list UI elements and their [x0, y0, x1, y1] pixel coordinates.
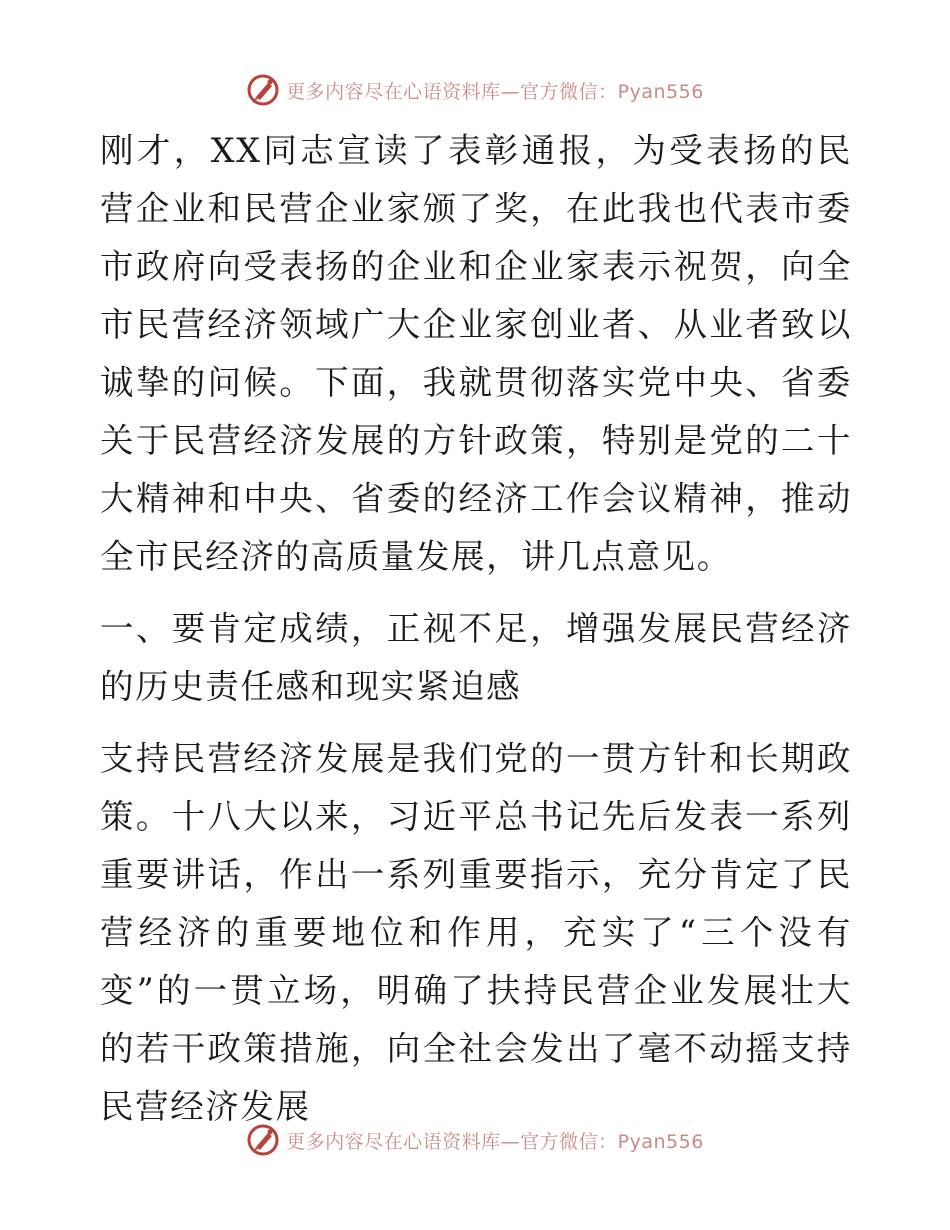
- pen-seal-icon: [246, 1123, 280, 1157]
- section-one-paragraph: 支持民营经济发展是我们党的一贯方针和长期政策。十八大以来，习近平总书记先后发表一系列重要讲话，作出一系列重要指示，充分肯定了民营经济的重要地位和作用，充实了“三个没有变”的一贯立场，明确了扶持民营企业发展壮大的若干政策措施，向全社会发出了毫不动摇支持民营经济发展: [100, 739, 852, 1126]
- header-watermark-banner: [0, 70, 950, 110]
- watermark-text: 更多内容尽在心语资料库—官方微信：Pyan556: [286, 80, 704, 103]
- pen-seal-icon: [246, 73, 280, 107]
- watermark-text: 更多内容尽在心语资料库—官方微信：Pyan556: [286, 1130, 704, 1153]
- section-heading-one: 一、要肯定成绩，正视不足，增强发展民营经济的历史责任感和现实紧迫感: [100, 609, 852, 706]
- footer-watermark-banner: [0, 1120, 950, 1160]
- intro-paragraph: 刚才，XX同志宣读了表彰通报，为受表扬的民营企业和民营企业家颁了奖，在此我也代表市委市政府向受表扬的企业和企业家表示祝贺，向全市民营经济领域广大企业家创业者、从业者致以诚挚的问候。下面，我就贯彻落实党中央、省委关于民营经济发展的方针政策，特别是党的二十大精神和中央、省委的经济工作会议精神，推动全市民经济的高质量发展，讲几点意见。: [100, 131, 852, 576]
- document-body: [100, 122, 852, 1136]
